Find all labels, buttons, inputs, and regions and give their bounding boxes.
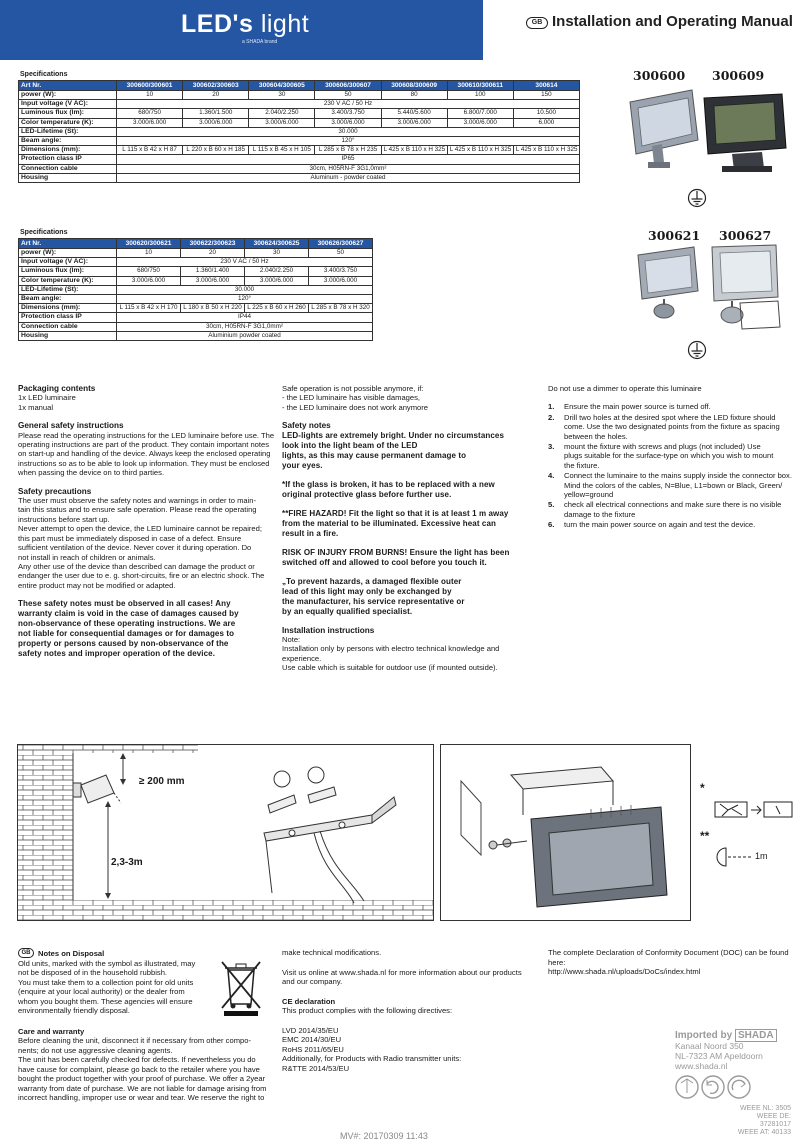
warning-line: property or persons caused by non-observance of the <box>18 639 229 649</box>
importer-web: www.shada.nl <box>675 1061 728 1071</box>
warning-line: lights, as this may cause permanent damage to <box>282 450 467 460</box>
spec-cell: 120° <box>117 136 580 145</box>
spec-header-label: Art Nr. <box>19 239 117 249</box>
spec1-table <box>18 80 580 183</box>
spec-cell: L 220 x B 60 x H 185 <box>183 146 249 155</box>
spec-cell: Aluminium powder coated <box>117 331 373 340</box>
spec-cell: 680/750 <box>117 267 181 276</box>
text-line: The complete Declaration of Conformity Document (DOC) can be found <box>548 948 789 957</box>
text-line: nents; do not use aggressive cleaning agents. <box>18 1045 173 1055</box>
spec-row <box>19 164 580 173</box>
sensor-floodlight-silver-image <box>638 247 698 318</box>
installation-step <box>548 471 798 499</box>
distance-1m-label: 1m <box>755 851 768 861</box>
spec-cell: 6.000 <box>513 118 579 127</box>
text-line: tain this status and to ensure safe operation. Please read the operating <box>18 505 257 515</box>
step-number: 5. <box>548 500 555 510</box>
step-text: mount the fixture with screws and plugs (not included) Use <box>564 442 761 452</box>
packaging-item: 1x manual <box>18 402 54 412</box>
broken-glass-icon <box>714 800 794 820</box>
spec-cell: 30 <box>245 249 309 258</box>
spec-cell: 20 <box>183 91 249 100</box>
step-number: 6. <box>548 520 555 530</box>
step-text: Connect the luminaire to the mains supply inside the connector box. <box>564 471 792 481</box>
column-safety-notes <box>282 384 540 673</box>
installation-step <box>548 520 798 529</box>
min-distance-label: ≥ 200 mm <box>139 776 185 787</box>
floodlight-images-bottom <box>628 243 788 333</box>
warning-line: not liable for consequential damages or for damages to <box>18 629 235 639</box>
spec-cell: L 425 x B 110 x H 325 <box>447 146 513 155</box>
spec-cell: L 425 x B 110 x H 325 <box>513 146 579 155</box>
text-line: bought the product together with your proof of purchase. We offer a 2year <box>18 1074 266 1083</box>
spec-cell: 150 <box>513 91 579 100</box>
safety-notes-title: Safety notes <box>282 421 331 431</box>
text-line: The unit has been carefully checked for defects. If nevertheless you do <box>18 1055 256 1064</box>
spec-row <box>19 155 580 164</box>
spec-cell: 3.000/6.000 <box>309 276 373 285</box>
warning-line: from the material to be illuminated. Excessive heat can <box>282 518 497 528</box>
spec-row-label: Input voltage (V AC): <box>19 100 117 109</box>
installation-step <box>548 402 798 411</box>
floodlight-silver-image <box>630 90 698 168</box>
spec-cell: L 115 x B 45 x H 105 <box>249 146 315 155</box>
text-line: You must take them to a collection point for old units <box>18 977 194 987</box>
spec-header-row <box>19 81 580 91</box>
spec-cell: 3.000/6.000 <box>183 118 249 127</box>
spec-row <box>19 304 373 313</box>
doc-url-link[interactable]: http://www.shada.nl/uploads/DoCs/index.html <box>548 967 701 976</box>
step-text: plugs suitable for the surface-type on which you wish to mount <box>564 451 774 461</box>
weee-numbers: WEEE NL: 3505 WEEE DE: 37281017 WEEE AT: 40133 <box>737 1105 791 1136</box>
step-number: 3. <box>548 442 555 452</box>
glass-note-star: * <box>700 781 705 795</box>
spec-header-cell: 300602/300603 <box>183 81 249 91</box>
spec-row-label: LED-Lifetime (St): <box>19 127 117 136</box>
warning-line: LED-lights are extremely bright. Under no circumstances <box>282 430 505 440</box>
model-label-300621: 300621 <box>648 228 701 243</box>
dimmer-warning: Do not use a dimmer to operate this luminaire <box>548 384 702 393</box>
diagram-fixture-bracket <box>440 744 691 921</box>
floodlight-black-image <box>704 94 786 172</box>
spec-row-label: Beam angle: <box>19 294 117 303</box>
warning-line: by an equally qualified specialist. <box>282 606 413 616</box>
spec-cell: 10.500 <box>513 109 579 118</box>
spec-cell: 3.000/6.000 <box>249 118 315 127</box>
step-number: 4. <box>548 471 555 481</box>
text-line: whom you bought them. These agencies will ensure <box>18 996 193 1006</box>
spec-row <box>19 276 373 285</box>
spec-cell: 230 V AC / 50 Hz <box>117 100 580 109</box>
text-line: operating instructions are part of the product. They contain important notes <box>18 440 270 450</box>
spec-row-label: Protection class IP <box>19 155 117 164</box>
model-label-300627: 300627 <box>719 228 772 243</box>
warranty-title: Care and warranty <box>18 1026 85 1036</box>
text-line: The user must observe the safety notes and warnings in order to main- <box>18 496 257 506</box>
text-line: environmentally friendly disposal. <box>18 1006 130 1015</box>
language-badge: GB <box>526 17 548 29</box>
text-line: Additionally, for Products with Radio transmitter units: <box>282 1054 462 1063</box>
installation-step <box>548 413 798 441</box>
spec-cell: IP44 <box>117 313 373 322</box>
spec-row-label: power (W): <box>19 249 117 258</box>
spec-row <box>19 109 580 118</box>
step-text: between the holes. <box>564 431 628 441</box>
text-line: have cause for complaint, please go back to the retailer where you have <box>18 1064 260 1074</box>
spec-row <box>19 322 373 331</box>
spec2-title: Specifications <box>20 229 68 236</box>
packaging-item: 1x LED luminaire <box>18 393 76 403</box>
text-line: this part must be immediately disposed in case of a defect. Ensure <box>18 533 242 543</box>
step-text: come. Use the two designated points from the fixture as spacing <box>564 422 780 432</box>
spec-header-cell: 300610/300611 <box>447 81 513 91</box>
mounting-height-label: 2,3-3m <box>111 857 143 868</box>
spec-header-label: Art Nr. <box>19 81 117 91</box>
spec-cell: 120° <box>117 294 373 303</box>
spec-row-label: Connection cable <box>19 164 117 173</box>
spec-row-label: Luminous flux (lm): <box>19 109 117 118</box>
spec-row-label: Color temperature (K): <box>19 118 117 127</box>
page-title: GB Installation and Operating Manual <box>526 13 793 30</box>
text-line: - the LED luminaire does not work anymore <box>282 402 429 412</box>
spec-cell: 30cm, H05RN-F 3G1,0mm² <box>117 322 373 331</box>
text-line: on start-up and handling of the device. Always keep the enclosed operating <box>18 449 271 459</box>
step-text: Drill two holes at the desired spot where the LED fixture should <box>564 412 776 422</box>
model-label-300609: 300609 <box>712 68 765 83</box>
warning-line: your eyes. <box>282 460 323 470</box>
spec-cell: 30.000 <box>117 127 580 136</box>
spec-cell: 3.000/6.000 <box>117 118 183 127</box>
step-text: damage to the fixture <box>564 509 636 519</box>
lamp-distance-icon <box>714 846 754 868</box>
spec-cell: 3.400/3.750 <box>309 267 373 276</box>
spec-cell: 1.360/1.500 <box>183 109 249 118</box>
spec-row <box>19 136 580 145</box>
warning-line: the manufacturer, his service representative or <box>282 596 465 606</box>
spec-row <box>19 331 373 340</box>
spec-row <box>19 91 580 100</box>
spec-cell: L 115 x B 42 x H 87 <box>117 146 183 155</box>
text-line: Never attempt to open the device, the LED luminaire cannot be repaired; <box>18 524 262 534</box>
importer-street: Kanaal Noord 350 <box>675 1041 744 1051</box>
text-line: here: <box>548 957 566 967</box>
spec-cell: L 285 x B 78 x H 235 <box>315 146 381 155</box>
diagram-mounting-height <box>17 744 434 921</box>
step-text: the fixture. <box>564 460 600 470</box>
spec-row <box>19 127 580 136</box>
spec-row-label: Dimensions (mm): <box>19 146 117 155</box>
spec-cell: 3.000/6.000 <box>447 118 513 127</box>
spec-header-cell: 300626/300627 <box>309 239 373 249</box>
spec-cell: 50 <box>315 91 381 100</box>
text-line: experience. <box>282 653 322 663</box>
column-safety <box>18 384 280 659</box>
step-number: 1. <box>548 402 555 412</box>
importer-city: NL-7323 AM Apeldoorn <box>675 1051 763 1061</box>
warning-line: safety notes and improper operation of the device. <box>18 649 216 659</box>
text-line: Please read the operating instructions for the LED luminaire before use. The <box>18 430 275 440</box>
spec-row <box>19 313 373 322</box>
brand-logo: LED's light <box>181 10 310 38</box>
text-line: and our company. <box>282 977 343 986</box>
spec-cell: 3.000/6.000 <box>117 276 181 285</box>
spec-cell: 3.000/6.000 <box>245 276 309 285</box>
spec-cell: IP65 <box>117 155 580 164</box>
distance-note-stars: ** <box>700 829 710 843</box>
text-line: not install in reach of children or animals. <box>18 552 156 562</box>
packaging-title: Packaging contents <box>18 384 96 393</box>
spec-cell: L 225 x B 60 x H 260 <box>245 304 309 313</box>
column-installation-steps <box>548 384 798 531</box>
spec-cell: 680/750 <box>117 109 183 118</box>
general-safety-title: General safety instructions <box>18 421 124 431</box>
warning-line: look into the light beam of the LED <box>282 440 418 450</box>
spec-row-label: Housing <box>19 331 117 340</box>
spec-row-label: Dimensions (mm): <box>19 304 117 313</box>
ground-symbol-icon-2 <box>687 340 707 360</box>
text-line: instructions before start up. <box>18 514 110 524</box>
text-line: make technical modifications. <box>282 948 382 957</box>
spec-row-label: Housing <box>19 173 117 182</box>
directive-line: EMC 2014/30/EU <box>282 1035 342 1044</box>
recycle-icons <box>675 1074 791 1102</box>
text-line: Use cable which is suitable for outdoor use (if mounted outside). <box>282 663 498 673</box>
spec-row <box>19 118 580 127</box>
spec2-table <box>18 238 373 341</box>
spec-header-cell: 300622/300623 <box>181 239 245 249</box>
spec-cell: L 425 x B 110 x H 325 <box>381 146 447 155</box>
warning-line: *If the glass is broken, it has to be replaced with a new <box>282 479 495 489</box>
text-line: (enquire at your local authority) or the dealer from <box>18 987 185 996</box>
floodlight-images-top <box>622 84 792 180</box>
spec-cell: 3.000/6.000 <box>381 118 447 127</box>
spec-row-label: Color temperature (K): <box>19 276 117 285</box>
directive-line: RoHS 2011/65/EU <box>282 1044 344 1054</box>
step-text: Mind the colors of the cables, N=Blue, L1=bown or Black, Green/ <box>564 480 783 490</box>
doc-section <box>548 948 798 977</box>
spec-cell: 1.360/1.400 <box>181 267 245 276</box>
spec-row-label: power (W): <box>19 91 117 100</box>
model-label-300600: 300600 <box>633 68 686 83</box>
installation-step <box>548 442 798 470</box>
ce-title: CE declaration <box>282 996 336 1006</box>
spec-cell: L 115 x B 42 x H 170 <box>117 304 181 313</box>
spec-cell: 3.400/3.750 <box>315 109 381 118</box>
text-line: endanger the user due to e. g. short-circuits, fire or an electric shock. The <box>18 571 265 581</box>
directive-line: LVD 2014/35/EU <box>282 1025 339 1035</box>
text-line: This product complies with the following directives: <box>282 1006 453 1015</box>
spec-row <box>19 173 580 182</box>
directive-line: R&TTE 2014/53/EU <box>282 1063 350 1073</box>
spec-cell: 30.000 <box>117 285 373 294</box>
spec-cell: 2.040/2.250 <box>249 109 315 118</box>
safety-precautions-title: Safety precautions <box>18 486 92 496</box>
spec-cell: 20 <box>181 249 245 258</box>
spec1-title: Specifications <box>20 71 68 78</box>
warning-line: RISK OF INJURY FROM BURNS! Ensure the light has been <box>282 547 510 557</box>
spec-row <box>19 267 373 276</box>
spec-cell: 5.440/5.600 <box>381 109 447 118</box>
brand-banner <box>0 0 483 60</box>
text-line: sufficient ventilation of the device. Never cover it during operation. Do <box>18 543 252 553</box>
text-line: Visit us online at www.shada.nl for more information about our products <box>282 967 522 977</box>
spec-row-label: Luminous flux (lm): <box>19 267 117 276</box>
fixture-assembly-drawing <box>441 745 690 920</box>
step-text: yellow=ground <box>564 490 614 500</box>
step-text: turn the main power source on again and test the device. <box>564 520 756 530</box>
spec-cell: L 180 x B 50 x H 220 <box>181 304 245 313</box>
bracket-drawing <box>254 753 434 913</box>
ground-symbol-icon <box>687 188 707 208</box>
warning-line: lead of this light may only be exchanged by <box>282 586 452 596</box>
spec-row <box>19 100 580 109</box>
step-text: Ensure the main power source is turned off. <box>564 402 711 412</box>
spec-cell: 10 <box>117 249 181 258</box>
spec-header-cell: 300624/300625 <box>245 239 309 249</box>
step-text: check all electrical connections and make sure there is no visible <box>564 500 782 510</box>
warning-line: result in a fire. <box>282 528 339 538</box>
spec-header-cell: 300620/300621 <box>117 239 181 249</box>
warning-line: „To prevent hazards, a damaged flexible outer <box>282 576 462 586</box>
spec-header-cell: 300614 <box>513 81 579 91</box>
step-number: 2. <box>548 412 555 422</box>
spec-cell: 10 <box>117 91 183 100</box>
spec-row <box>19 285 373 294</box>
spec-row-label: Beam angle: <box>19 136 117 145</box>
spec-cell: 30cm, H05RN-F 3G1,0mm² <box>117 164 580 173</box>
weee-bin-icon <box>218 958 264 1018</box>
spec-cell: 3.000/6.000 <box>315 118 381 127</box>
spec-row <box>19 258 373 267</box>
spec-cell: 30 <box>249 91 315 100</box>
warning-line: warranty claim is void in the case of damages caused by <box>18 609 239 619</box>
ce-section <box>282 948 540 1073</box>
installation-title: Installation instructions <box>282 625 375 635</box>
spec-cell: 3.000/6.000 <box>181 276 245 285</box>
footer-version: MV#: 20170309 11:43 <box>340 1131 428 1141</box>
text-line: - the LED luminaire has visible damages, <box>282 393 421 403</box>
spec-cell: 100 <box>447 91 513 100</box>
spec-cell: 2.040/2.250 <box>245 267 309 276</box>
spec-row <box>19 294 373 303</box>
text-line: not be disposed of in the household rubbish. <box>18 968 168 977</box>
importer-box <box>675 1030 791 1136</box>
warning-line: original protective glass before further use. <box>282 489 452 499</box>
text-line: instructions so as to be able to look up information. They must be enclosed <box>18 458 270 468</box>
text-line: warranty from date of purchase. We are not liable for damage arising from <box>18 1083 267 1093</box>
spec-header-cell: 300604/300605 <box>249 81 315 91</box>
spec-cell: Aluminum - powder coated <box>117 173 580 182</box>
spec-header-cell: 300600/300601 <box>117 81 183 91</box>
text-line: Note: <box>282 635 301 645</box>
spec-header-row <box>19 239 373 249</box>
brand-subtitle: a SHADA brand <box>242 39 278 45</box>
spec-row <box>19 249 373 258</box>
imported-by-label: Imported by SHADA <box>675 1030 791 1041</box>
disposal-title: GB Notes on Disposal <box>18 948 280 959</box>
spec-cell: L 285 x B 78 x H 320 <box>309 304 373 313</box>
spec-cell: 230 V AC / 50 Hz <box>117 258 373 267</box>
text-line: Old units, marked with the symbol as illustrated, may <box>18 958 196 968</box>
spec-cell: 80 <box>381 91 447 100</box>
spec-row-label: Protection class IP <box>19 313 117 322</box>
spec-row-label: Connection cable <box>19 322 117 331</box>
spec-cell: 6.800/7.000 <box>447 109 513 118</box>
warning-line: **FIRE HAZARD! Fit the light so that it is at least 1 m away <box>282 508 509 518</box>
text-line: Installation only by persons with electro technical knowledge and <box>282 644 500 654</box>
text-line: incorrect handling, improper use or wear and tear. We reserve the right to <box>18 1093 265 1102</box>
spec-header-cell: 300608/300609 <box>381 81 447 91</box>
text-line: entire product may not be modified or adapted. <box>18 580 176 590</box>
text-line: when passing the device on to third parties. <box>18 468 165 478</box>
spec-cell: 50 <box>309 249 373 258</box>
text-line: Any other use of the device than described can damage the product or <box>18 561 255 571</box>
sensor-floodlight-white-image <box>712 245 780 329</box>
installation-step <box>548 500 798 519</box>
text-line: Safe operation is not possible anymore, if: <box>282 384 424 393</box>
warning-line: These safety notes must be observed in all cases! Any <box>18 599 231 609</box>
spec-row-label: LED-Lifetime (St): <box>19 285 117 294</box>
spec-row <box>19 146 580 155</box>
spec-header-cell: 300606/300607 <box>315 81 381 91</box>
warning-line: non-observance of these operating instructions. We are <box>18 619 236 629</box>
text-line: Before cleaning the unit, disconnect it if necessary from other compo- <box>18 1036 251 1045</box>
warning-line: switched off and allowed to cool before you touch it. <box>282 557 487 567</box>
spec-row-label: Input voltage (V AC): <box>19 258 117 267</box>
installation-steps <box>548 402 798 529</box>
